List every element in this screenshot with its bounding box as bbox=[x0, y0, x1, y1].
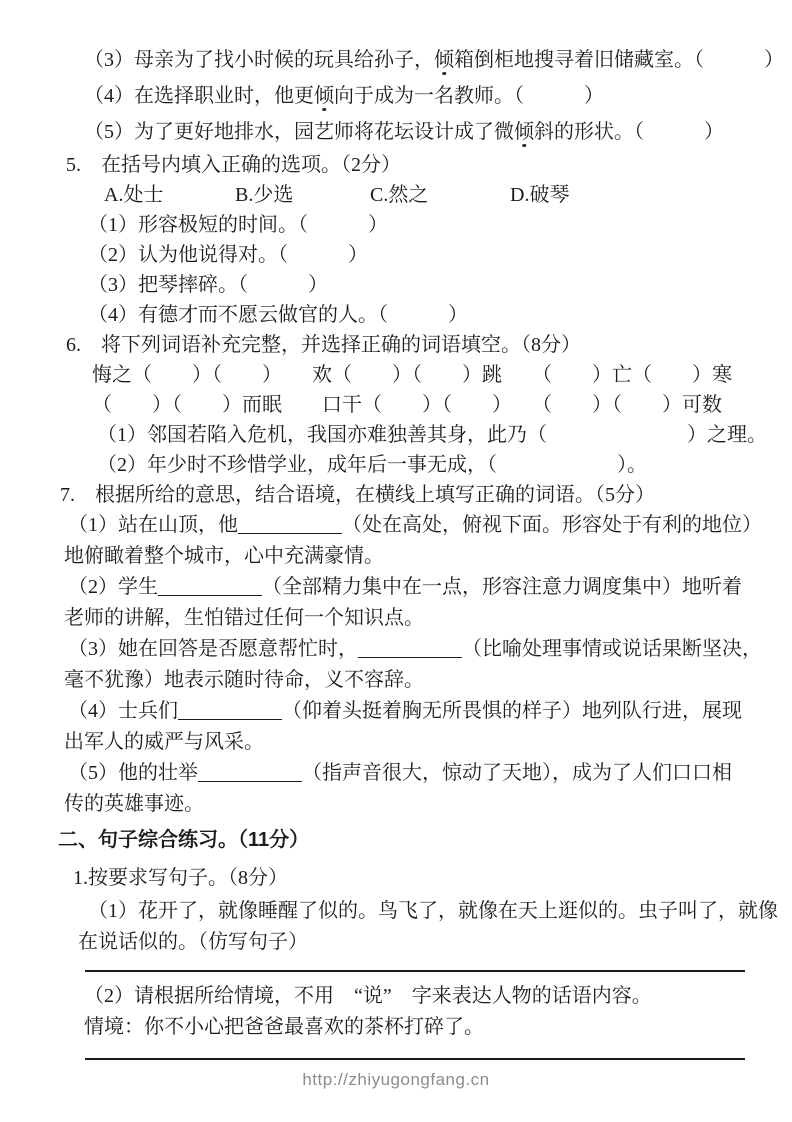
q7-item-3-pre: （3）她在回答是否愿意帮忙时， bbox=[68, 638, 358, 660]
q6-item-2: （2）年少时不珍惜学业，成年后一事无成，（ ）。 bbox=[97, 454, 647, 476]
section2-item2: （2）请根据所给情境，不用 “说” 字来表达人物的话语内容。 bbox=[84, 985, 652, 1007]
answer-line-2 bbox=[85, 1058, 745, 1060]
q7-item-1-hint: （处在高处，俯视下面。形容处于有利的地位） bbox=[342, 514, 762, 536]
q5-item-3: （3）把琴摔碎。（ ） bbox=[88, 274, 328, 296]
section2-item1-line2: 在说话似的。（仿写句子） bbox=[78, 931, 308, 953]
q7-item-5-hint: （指声音很大，惊动了天地），成为了人们口口相 bbox=[302, 762, 732, 784]
q7-item-4-hint: （仰着头挺着胸无所畏惧的样子）地列队行进，展现 bbox=[282, 700, 742, 722]
q7-item-1-pre: （1）站在山顶，他 bbox=[68, 514, 238, 536]
q4-item-3-pre: （3）母亲为了找小时候的玩具给孙子， bbox=[84, 49, 434, 71]
q7-item-1 bbox=[0, 510, 792, 541]
q4-item-3-emphasized-char: 倾 bbox=[434, 49, 454, 71]
section2-header: 二、句子综合练习。（11分） bbox=[58, 829, 310, 851]
q7-item-2-cont: 老师的讲解，生怕错过任何一个知识点。 bbox=[64, 607, 424, 629]
q5-item-1: （1）形容极短的时间。（ ） bbox=[88, 214, 388, 236]
q4-item-4-pre: （4）在选择职业时，他更 bbox=[84, 85, 314, 107]
q5-title: 5. 在括号内填入正确的选项。（2分） bbox=[66, 154, 401, 176]
q6-title: 6. 将下列词语补充完整，并选择正确的词语填空。（8分） bbox=[66, 334, 581, 356]
q7-item-5-pre: （5）他的壮举 bbox=[68, 762, 198, 784]
q5-item-2: （2）认为他说得对。（ ） bbox=[88, 244, 368, 266]
q6-item-1: （1）邻国若陷入危机，我国亦难独善其身，此乃（ ）之理。 bbox=[97, 424, 767, 446]
q4-item-3 bbox=[0, 42, 792, 78]
q7-item-1-blank bbox=[238, 511, 342, 534]
q4-item-4 bbox=[0, 78, 792, 114]
q5-option-a: A.处士 bbox=[104, 184, 164, 206]
q5-option-b: B.少选 bbox=[235, 184, 294, 206]
q7-item-3 bbox=[0, 634, 792, 665]
q7-item-5 bbox=[0, 758, 792, 789]
q4-item-4-post: 向于成为一名教师。（ ） bbox=[334, 85, 604, 107]
q5-item-4: （4）有德才而不愿云做官的人。（ ） bbox=[88, 304, 468, 326]
q4-item-3-post: 箱倒柜地搜寻着旧储藏室。（ ） bbox=[454, 49, 784, 71]
section2-item1-line1: （1）花开了，就像睡醒了似的。鸟飞了，就像在天上逛似的。虫子叫了，就像 bbox=[88, 900, 778, 922]
q7-item-3-blank bbox=[358, 635, 462, 658]
q4-item-4-emphasized-char: 倾 bbox=[314, 85, 334, 107]
q7-item-2 bbox=[0, 572, 792, 603]
q7-item-2-hint: （全部精力集中在一点，形容注意力调度集中）地听着 bbox=[262, 576, 742, 598]
q7-item-3-hint: （比喻处理事情或说话果断坚决， bbox=[462, 638, 762, 660]
q7-item-4-pre: （4）士兵们 bbox=[68, 700, 178, 722]
q4-item-5-emphasized-char: 倾 bbox=[514, 121, 534, 143]
section2-item2-context: 情境：你不小心把爸爸最喜欢的茶杯打碎了。 bbox=[84, 1016, 484, 1038]
q7-item-4 bbox=[0, 696, 792, 727]
q5-option-c: C.然之 bbox=[370, 184, 429, 206]
q7-item-1-cont: 地俯瞰着整个城市，心中充满豪情。 bbox=[64, 545, 384, 567]
q5-option-d: D.破琴 bbox=[510, 184, 570, 206]
watermark-url: http://zhiyugongfang.cn bbox=[302, 1070, 490, 1089]
q7-item-2-blank bbox=[158, 573, 262, 596]
q6-idiom-row-1: 悔之（ ）（ ） 欢（ ）（ ）跳 （ ）亡（ ）寒 bbox=[92, 364, 732, 386]
q7-item-3-cont: 毫不犹豫）地表示随时待命，义不容辞。 bbox=[64, 669, 424, 691]
q6-idiom-row-2: （ ）（ ）而眠 口干（ ）（ ） （ ）（ ）可数 bbox=[92, 394, 722, 416]
q7-title: 7. 根据所给的意思，结合语境，在横线上填写正确的词语。（5分） bbox=[60, 484, 655, 506]
q7-item-5-cont: 传的英雄事迹。 bbox=[64, 793, 204, 815]
q4-item-5 bbox=[0, 114, 792, 150]
q7-item-2-pre: （2）学生 bbox=[68, 576, 158, 598]
section2-sub1: 1.按要求写句子。（8分） bbox=[73, 867, 288, 889]
q4-item-5-pre: （5）为了更好地排水，园艺师将花坛设计成了微 bbox=[84, 121, 514, 143]
answer-line-1 bbox=[85, 970, 745, 972]
q7-item-4-cont: 出军人的威严与风采。 bbox=[64, 731, 264, 753]
q5-options-row bbox=[0, 180, 792, 210]
q4-item-5-post: 斜的形状。（ ） bbox=[534, 121, 724, 143]
q7-item-4-blank bbox=[178, 697, 282, 720]
q7-item-5-blank bbox=[198, 759, 302, 782]
